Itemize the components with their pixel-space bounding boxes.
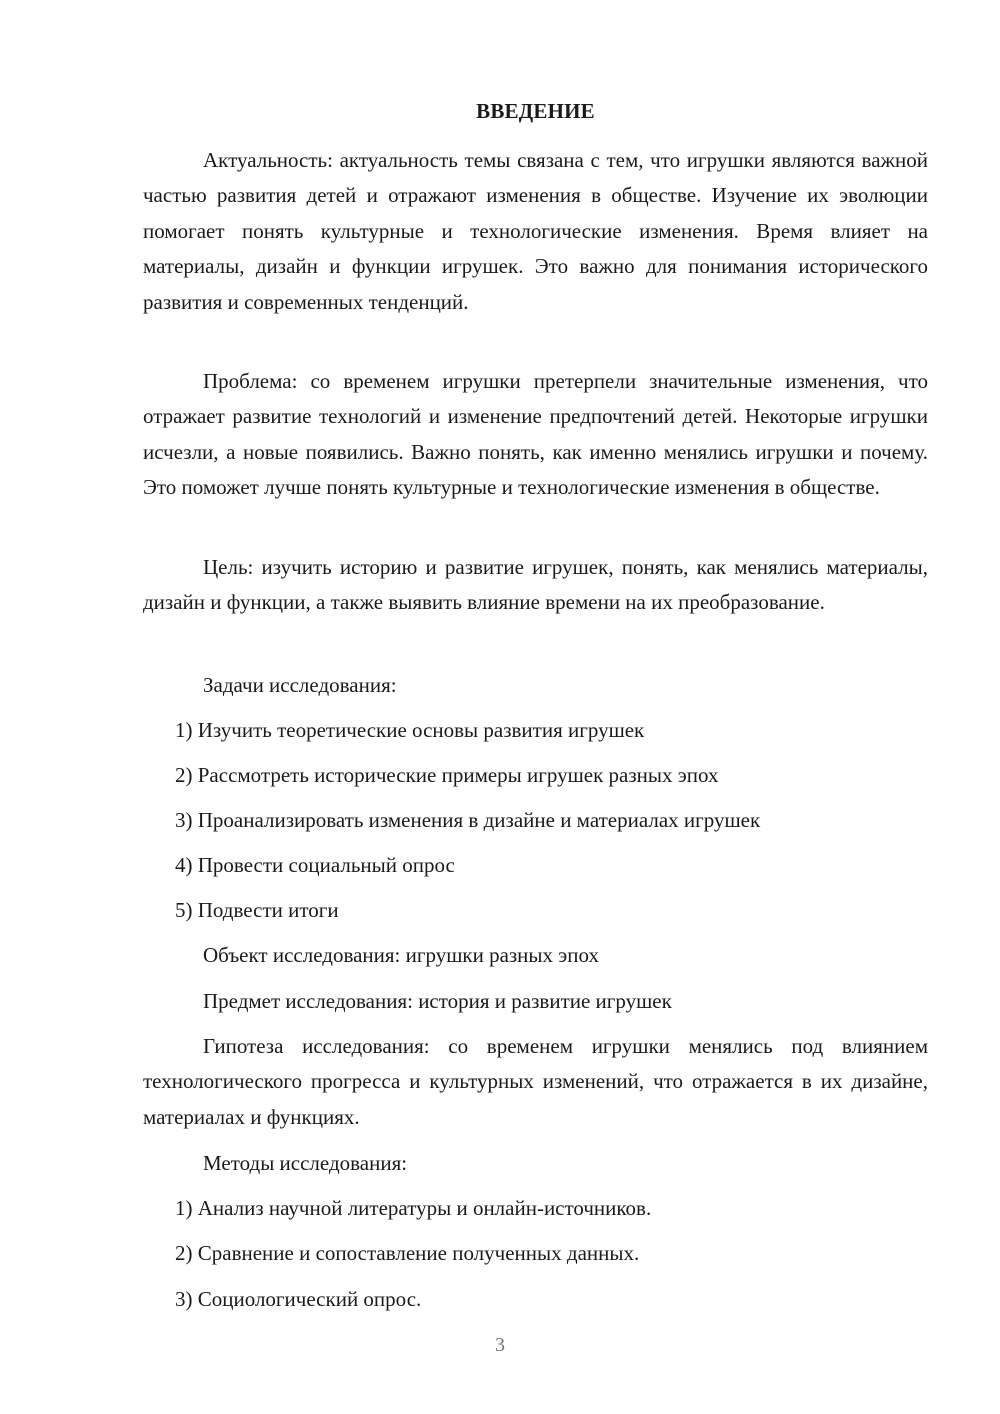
page-title: ВВЕДЕНИЕ bbox=[476, 99, 595, 123]
method-item: 3) Социологический опрос. bbox=[175, 1287, 422, 1311]
page-number: 3 bbox=[495, 1334, 505, 1356]
relevance-paragraph: Актуальность: актуальность темы связана с тем, что игрушки являются важной частью развития детей и отражают изменения в обществе. Изучение их эволюции помогает понять культурные и технологические изменения. Время влияет на материалы, дизайн и функции игрушек. Это важно для понимания исторического развития и современных тенденций. bbox=[143, 148, 928, 314]
problem-paragraph: Проблема: со временем игрушки претерпели значительные изменения, что отражает развитие технологий и изменение предпочтений детей. Некоторые игрушки исчезли, а новые появились. Важно понять, как именно менялись игрушки и почему. Это поможет лучше понять культурные и технологические изменения в обществе. bbox=[143, 369, 928, 500]
research-object: Объект исследования: игрушки разных эпох bbox=[203, 943, 600, 967]
task-item: 1) Изучить теоретические основы развития игрушек bbox=[175, 718, 645, 742]
method-item: 2) Сравнение и сопоставление полученных данных. bbox=[175, 1241, 640, 1265]
tasks-heading: Задачи исследования: bbox=[203, 673, 397, 697]
goal-paragraph: Цель: изучить историю и развитие игрушек, понять, как менялись материалы, дизайн и функции, а также выявить влияние времени на их преобразование. bbox=[143, 555, 928, 615]
research-subject: Предмет исследования: история и развитие игрушек bbox=[203, 989, 672, 1013]
task-item: 5) Подвести итоги bbox=[175, 898, 339, 922]
task-item: 4) Провести социальный опрос bbox=[175, 853, 455, 877]
task-item: 3) Проанализировать изменения в дизайне и материалах игрушек bbox=[175, 808, 761, 832]
method-item: 1) Анализ научной литературы и онлайн-источников. bbox=[175, 1196, 652, 1220]
methods-heading: Методы исследования: bbox=[203, 1151, 408, 1175]
task-item: 2) Рассмотреть исторические примеры игрушек разных эпох bbox=[175, 763, 719, 787]
hypothesis-paragraph: Гипотеза исследования: со временем игрушки менялись под влиянием технологического прогресса и культурных изменений, что отражается в их дизайне, материалах и функциях. bbox=[143, 1034, 928, 1129]
